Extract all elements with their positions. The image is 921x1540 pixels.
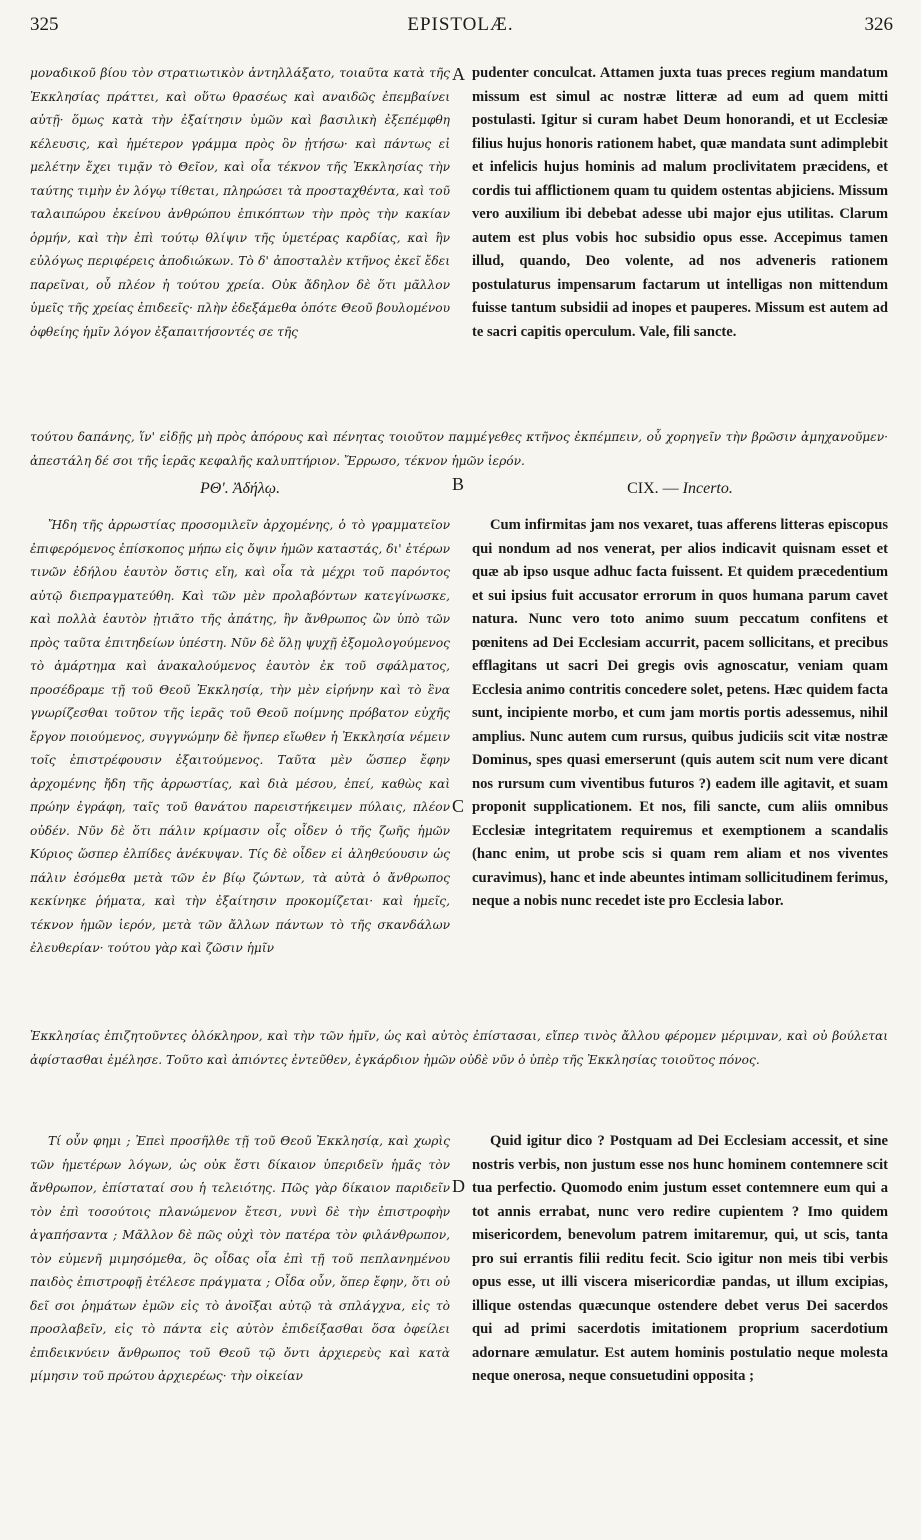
- greek-column-bottom: [30, 1130, 450, 1530]
- margin-marker-c: C: [452, 796, 465, 816]
- greek-paragraph: Ἤδη τῆς ἀρρωστίας προσομιλεῖν ἀρχομένης, ὁ τὸ γραμματεῖον ἐπιφερόμενος ἐπίσκοπος μήπω εἰς ὄψιν ἡμῶν καταστάς, δι' ἑτέρων τινῶν ἐδήλου ἑαυτὸν ὅστις εἴη, καὶ οἷα τὰ μέχρι τοῦ παρόντος αὐτῷ διεπραγματεύθη. Καὶ τῶν μὲν προλαβόντων κατεγίνωσκε, καὶ πολλὰ ἑαυτὸν ᾐτιᾶτο τῆς ἀπάτης, ἣν ἄνθρωπος ὢν ὑπὸ τῶν πρὸς ταῦτα ἐπιτηδείων ὑπέστη. Νῦν δὲ ὅλῃ ψυχῇ ἐξομολογούμενος τὸ ἁμάρτημα καὶ ἀνακαλούμενος ἑαυτὸν ἐκ τοῦ σφάλματος, προσέδραμε τῇ τοῦ Θεοῦ Ἐκκλησίᾳ, τὴν μὲν εἰρήνην καὶ τὸ ἓνα γνωρίζεσθαι τοῦτον τῆς ἱερᾶς τοῦ Θεοῦ ποίμνης πρόβατον εὐχῆς ἔργον ποιούμενος, συγγνώμην δὲ ἥνπερ εἴωθεν ἡ Ἐκκλησία νέμειν τοῖς ἐπιστρέφουσιν ἐξαιτούμενος. Ταῦτα μὲν ὥσπερ ἔφην ἀρχομένης ἤδη τῆς ἀρρωστίας, καὶ διὰ μέσου, ἐπεί, καθὼς καὶ πρώην ἐγράφη, ταῖς τοῦ θανάτου παρειστήκειμεν πύλαις, πλέον οὐδέν. Νῦν δὲ ὅτι πάλιν κρίμασιν οἷς οἶδεν ὁ τῆς ζωῆς ἡμῶν Κύριος ὥσπερ ἐλπίδες ἀνέκυψαν. Τίς δὲ οἶδεν εἰ ἀληθεύουσιν ὡς πάλιν ἐσόμεθα μετὰ τῶν ἐν βίῳ ζώντων, τὰ αὐτὰ ὁ ἄνθρωπος κεκίνηκε ῥήματα, καὶ τὴν ἐξαίτησιν προκομίζεται· καὶ ἡμεῖς, τέκνον ἡμῶν ἱερόν, μετὰ τῶν ἄλλων πάντων τὸ τῆς σκανδάλων ἐλευθερίαν· τούτου γὰρ καὶ ζῶσιν ἡμῖν: [30, 518, 450, 955]
- latin-paragraph: pudenter conculcat. Attamen juxta tuas preces regium mandatum missum est simul ac nostræ litteræ ad eum ad quem mitti postulasti. Igitur si curam habet Deum honorandi, et ut Ecclesiæ filius hujus honoris rationem habet, quæ mandata sunt adimplebit et infelicis hujus hominis ad malum proclivitatem præcidens, et cordis tui afflictionem quam tu quidem ostentas abjiciens. Missum vero auxilium ibi debebat adesse ubi major ejus utilitas. Clarum autem est plus vobis hoc subsidio opus esse. Accepimus tamen illud, quando, Deo volente, ad nos adveneris rationem postulaturus impensarum factarum ut intelligas non mittendum fuisse tantum subsidii ad inopes et pauperes. Missum est autem ad te sacri capitis operculum. Vale, fili sancte.: [472, 65, 888, 340]
- margin-marker-a: A: [452, 64, 465, 84]
- page-number-left: 325: [30, 14, 59, 35]
- latin-column-top: [472, 62, 888, 422]
- letter-recipient-latin: Incerto.: [682, 480, 733, 497]
- letter-number-latin: CIX. —: [627, 480, 679, 497]
- page-number-right: 326: [864, 14, 893, 35]
- greek-column-mid: [30, 514, 450, 1022]
- greek-spanning-text-2: Ἐκκλησίας ἐπιζητοῦντες ὁλόκληρον, καὶ τὴν τῶν ἡμῖν, ὡς καὶ αὐτὸς ἐπίστασαι, εἴπερ τινὸς ἄλλου φέρομεν μέριμναν, καὶ οὐ βούλεται ἀφίστασθαι ἐμέλησε. Τοῦτο καὶ ἀπιόντες ἐντεῦθεν, ἐγκάρδιον ἡμῶν οὐδὲ νῦν ὁ ὑπὲρ τῆς Ἐκκλησίας τοιοῦτος πόνος.: [30, 1029, 888, 1067]
- latin-column-bottom: [472, 1130, 888, 1530]
- latin-paragraph: Quid igitur dico ? Postquam ad Dei Ecclesiam accessit, et sine nostris verbis, non justum esse nos hunc hominem contemnere scit tua perfectio. Quomodo enim justum esset contemnere eum qui a tot annis errabat, nunc vero redire cupientem ? Imo quidem misericordem, benevolum patrem imitaremur, qui, ut scis, tanta pro sui errantis filii reditu fecit. Scio igitur non meis tibi verbis opus esse, ut illi viscera misericordiæ pandas, ut illum excipias, illique ostendas quæcunque ostendere debet verus Dei sacerdos qui ad primi sacerdotis imitationem proprium sacerdotium adornare æmulatur. Est autem hominis postulatio neque molesta neque onerosa, neque consuetudini opposita ;: [472, 1133, 888, 1384]
- latin-paragraph: Cum infirmitas jam nos vexaret, tuas afferens litteras episcopus qui nondum ad nos venerat, per alios indicavit quisnam esset et quæ ab ipso usque adhuc facta fuissent. Et quidem præcedentium et sui ipsius fuit accusator errorum in quos humana parum cavet natura. Nunc vero toto animo suum peccatum confitens et pœnitens ad Dei Ecclesiam accurrit, pacem sollicitans, et precibus efflagitans ut sacri Dei gregis ovis agnoscatur, veniam quam Ecclesia animo contritis concedere solet, petens. Hæc quidem facta sunt, incipiente morbo, et cum jam mortis portis adessemus, nihil amplius. Nunc autem cum rursus, quibus judiciis scit vitæ nostræ Dominus, spes quasi emerserunt (quis autem scit num vere dicant nos rursum cum viventibus futuros ?) eadem ille agitavit, et suam proponit supplicationem. Et nos, fili sancte, cum aliis omnibus Ecclesiæ integritatem requiremus et exemptionem a scandalis (hanc enim, ut probe scis si quam rem aliam et nos viventes curavimus), hanc et inde abeuntes intimam sollicitudinem ferimus, neque a nobis nunc recedet iste pro Ecclesia labor.: [472, 517, 888, 909]
- margin-marker-d: D: [452, 1176, 465, 1196]
- letter-title-greek: ΡΘ'. Ἀδήλῳ.: [199, 480, 281, 497]
- greek-spanning-text-1: τούτου δαπάνης, ἵν' εἰδῇς μὴ πρὸς ἀπόρους καὶ πένητας τοιοῦτον παμμέγεθες κτῆνος ἐκπέμπειν, οὗ χορηγεῖν τὴν βρῶσιν ἀμηχανοῦμεν· ἀπεστάλη δέ σοι τῆς ἱερᾶς κεφαλῆς καλυπτήριον. Ἔρρωσο, τέκνον ἡμῶν ἱερόν.: [30, 430, 888, 468]
- running-title: EPISTOLÆ.: [407, 14, 514, 35]
- margin-marker-b: B: [452, 474, 465, 494]
- greek-paragraph: Τί οὖν φημι ; Ἐπεὶ προσῆλθε τῇ τοῦ Θεοῦ Ἐκκλησίᾳ, καὶ χωρὶς τῶν ἡμετέρων λόγων, ὡς οὐκ ἔστι δίκαιον ὑπεριδεῖν ἡμᾶς τὸν ἄνθρωπον, ἐπίσταταί σου ἡ τελειότης. Πῶς γὰρ δίκαιον παριδεῖν τὸν ἐπὶ τοσούτοις πλανώμενον ἔτεσι, νυνὶ δὲ τὴν ἐπιστροφὴν ἀγαπήσαντα ; Μᾶλλον δὲ πῶς οὐχὶ τὸν πατέρα τὸν φιλάνθρωπον, τὸν εὐμενῆ μιμησόμεθα, ὃς οἶδας οἷα ἐπὶ τῇ τοῦ πεπλανημένου παιδὸς ἐπιστροφῇ ἐτέλεσε πράγματα ; Οἶδα οὖν, ὅπερ ἔφην, ὅτι οὐ δεῖ σοι ῥημάτων ἐμῶν εἰς τὸ ἀνοῖξαι αὐτῷ τὰ σπλάγχνα, εἰς τὸ προσλαβεῖν, εἰς τὸ πάντα εἰς αὐτὸν ἐπιδείξασθαι ὅσα ὀφείλει ἐπιδεικνύειν ἄνθρωπος τοῦ Θεοῦ τῷ ὄντι ἀρχιερεὺς καὶ κατὰ μίμησιν τοῦ πρώτου ἀρχιερέως· τὴν οἰκείαν: [30, 1134, 450, 1383]
- greek-paragraph: μοναδικοῦ βίου τὸν στρατιωτικὸν ἀντηλλάξατο, τοιαῦτα κατὰ τῆς Ἐκκλησίας πράττει, καὶ οὕτω θρασέως καὶ αναιδῶς ἐπεμβαίνει αὐτῇ· ὅμως κατὰ τὴν ἐξαίτησιν ὑμῶν καὶ βασιλικὴ ἐξεπέμφθη κέλευσις, καὶ ἡμέτερον γράμμα πρὸς ὃν ᾐτήσω· καὶ πάντως εἰ μελέτην ἔχει τιμᾷν τὸ Θεῖον, καὶ οἷα τέκνον τῆς Ἐκκλησίας τὴν ταύτης τιμὴν ἐν λόγῳ τίθεται, πληρώσει τὰ προσταχθέντα, καὶ τοῦ ταλαιπώρου ἐκείνου ἀνθρώπου ἐπικόπτων τὴν πρὸς τὴν κακίαν ὁρμήν, καὶ τὴν ἐπὶ τούτῳ θλίψιν τῆς ὑμετέρας καρδίας, καὶ ἣν εὐλόγως περιφέρεις ἀποδιώκων. Τὸ δ' ἀποσταλὲν κτῆνος ἐκεῖ ἔδει παρεῖναι, οὗ πλέον ἡ τούτου χρεία. Οὐκ ἄδηλον δὲ ὅτι μᾶλλον ὑμεῖς τῆς χρείας ἐπιδεεῖς· πλὴν ἐδεξάμεθα ὁπότε Θεοῦ βουλομένου ὀφθείης ἡμῖν λόγον ἐξαπαιτήσοντές σε τῆς: [30, 66, 450, 339]
- greek-column-top: [30, 62, 450, 422]
- latin-column-mid: [472, 514, 888, 1022]
- letter-title-latin: [472, 480, 888, 498]
- running-header: [0, 6, 921, 46]
